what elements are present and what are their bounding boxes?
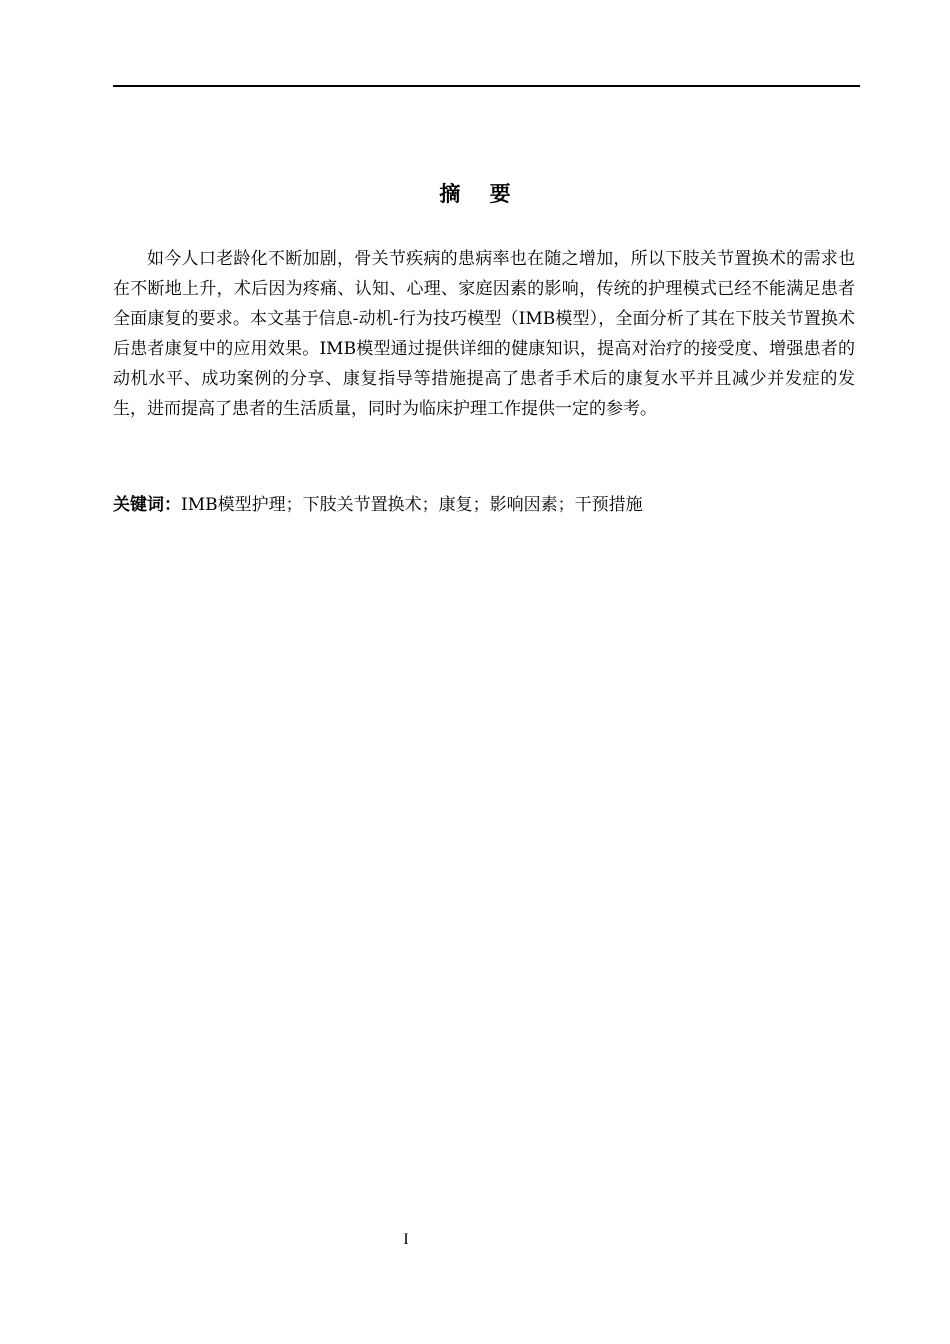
page-number: I	[403, 1231, 409, 1248]
keywords-text: IMB模型护理；下肢关节置换术；康复；影响因素；干预措施	[181, 495, 643, 515]
keywords-line	[113, 491, 855, 519]
abstract-body: 如今人口老龄化不断加剧，骨关节疾病的患病率也在随之增加，所以下肢关节置换术的需求也在不断地上升，术后因为疼痛、认知、心理、家庭因素的影响，传统的护理模式已经不能满足患者全面康复的要求。本文基于信息-动机-行为技巧模型（IMB模型），全面分析了其在下肢关节置换术后患者康复中的应用效果。IMB模型通过提供详细的健康知识，提高对治疗的接受度、增强患者的动机水平、成功案例的分享、康复指导等措施提高了患者手术后的康复水平并且减少并发症的发生，进而提高了患者的生活质量，同时为临床护理工作提供一定的参考。	[113, 249, 855, 419]
keywords-label: 关键词：	[113, 495, 181, 515]
header-rule	[113, 85, 860, 87]
abstract-title: 摘 要	[439, 182, 511, 206]
